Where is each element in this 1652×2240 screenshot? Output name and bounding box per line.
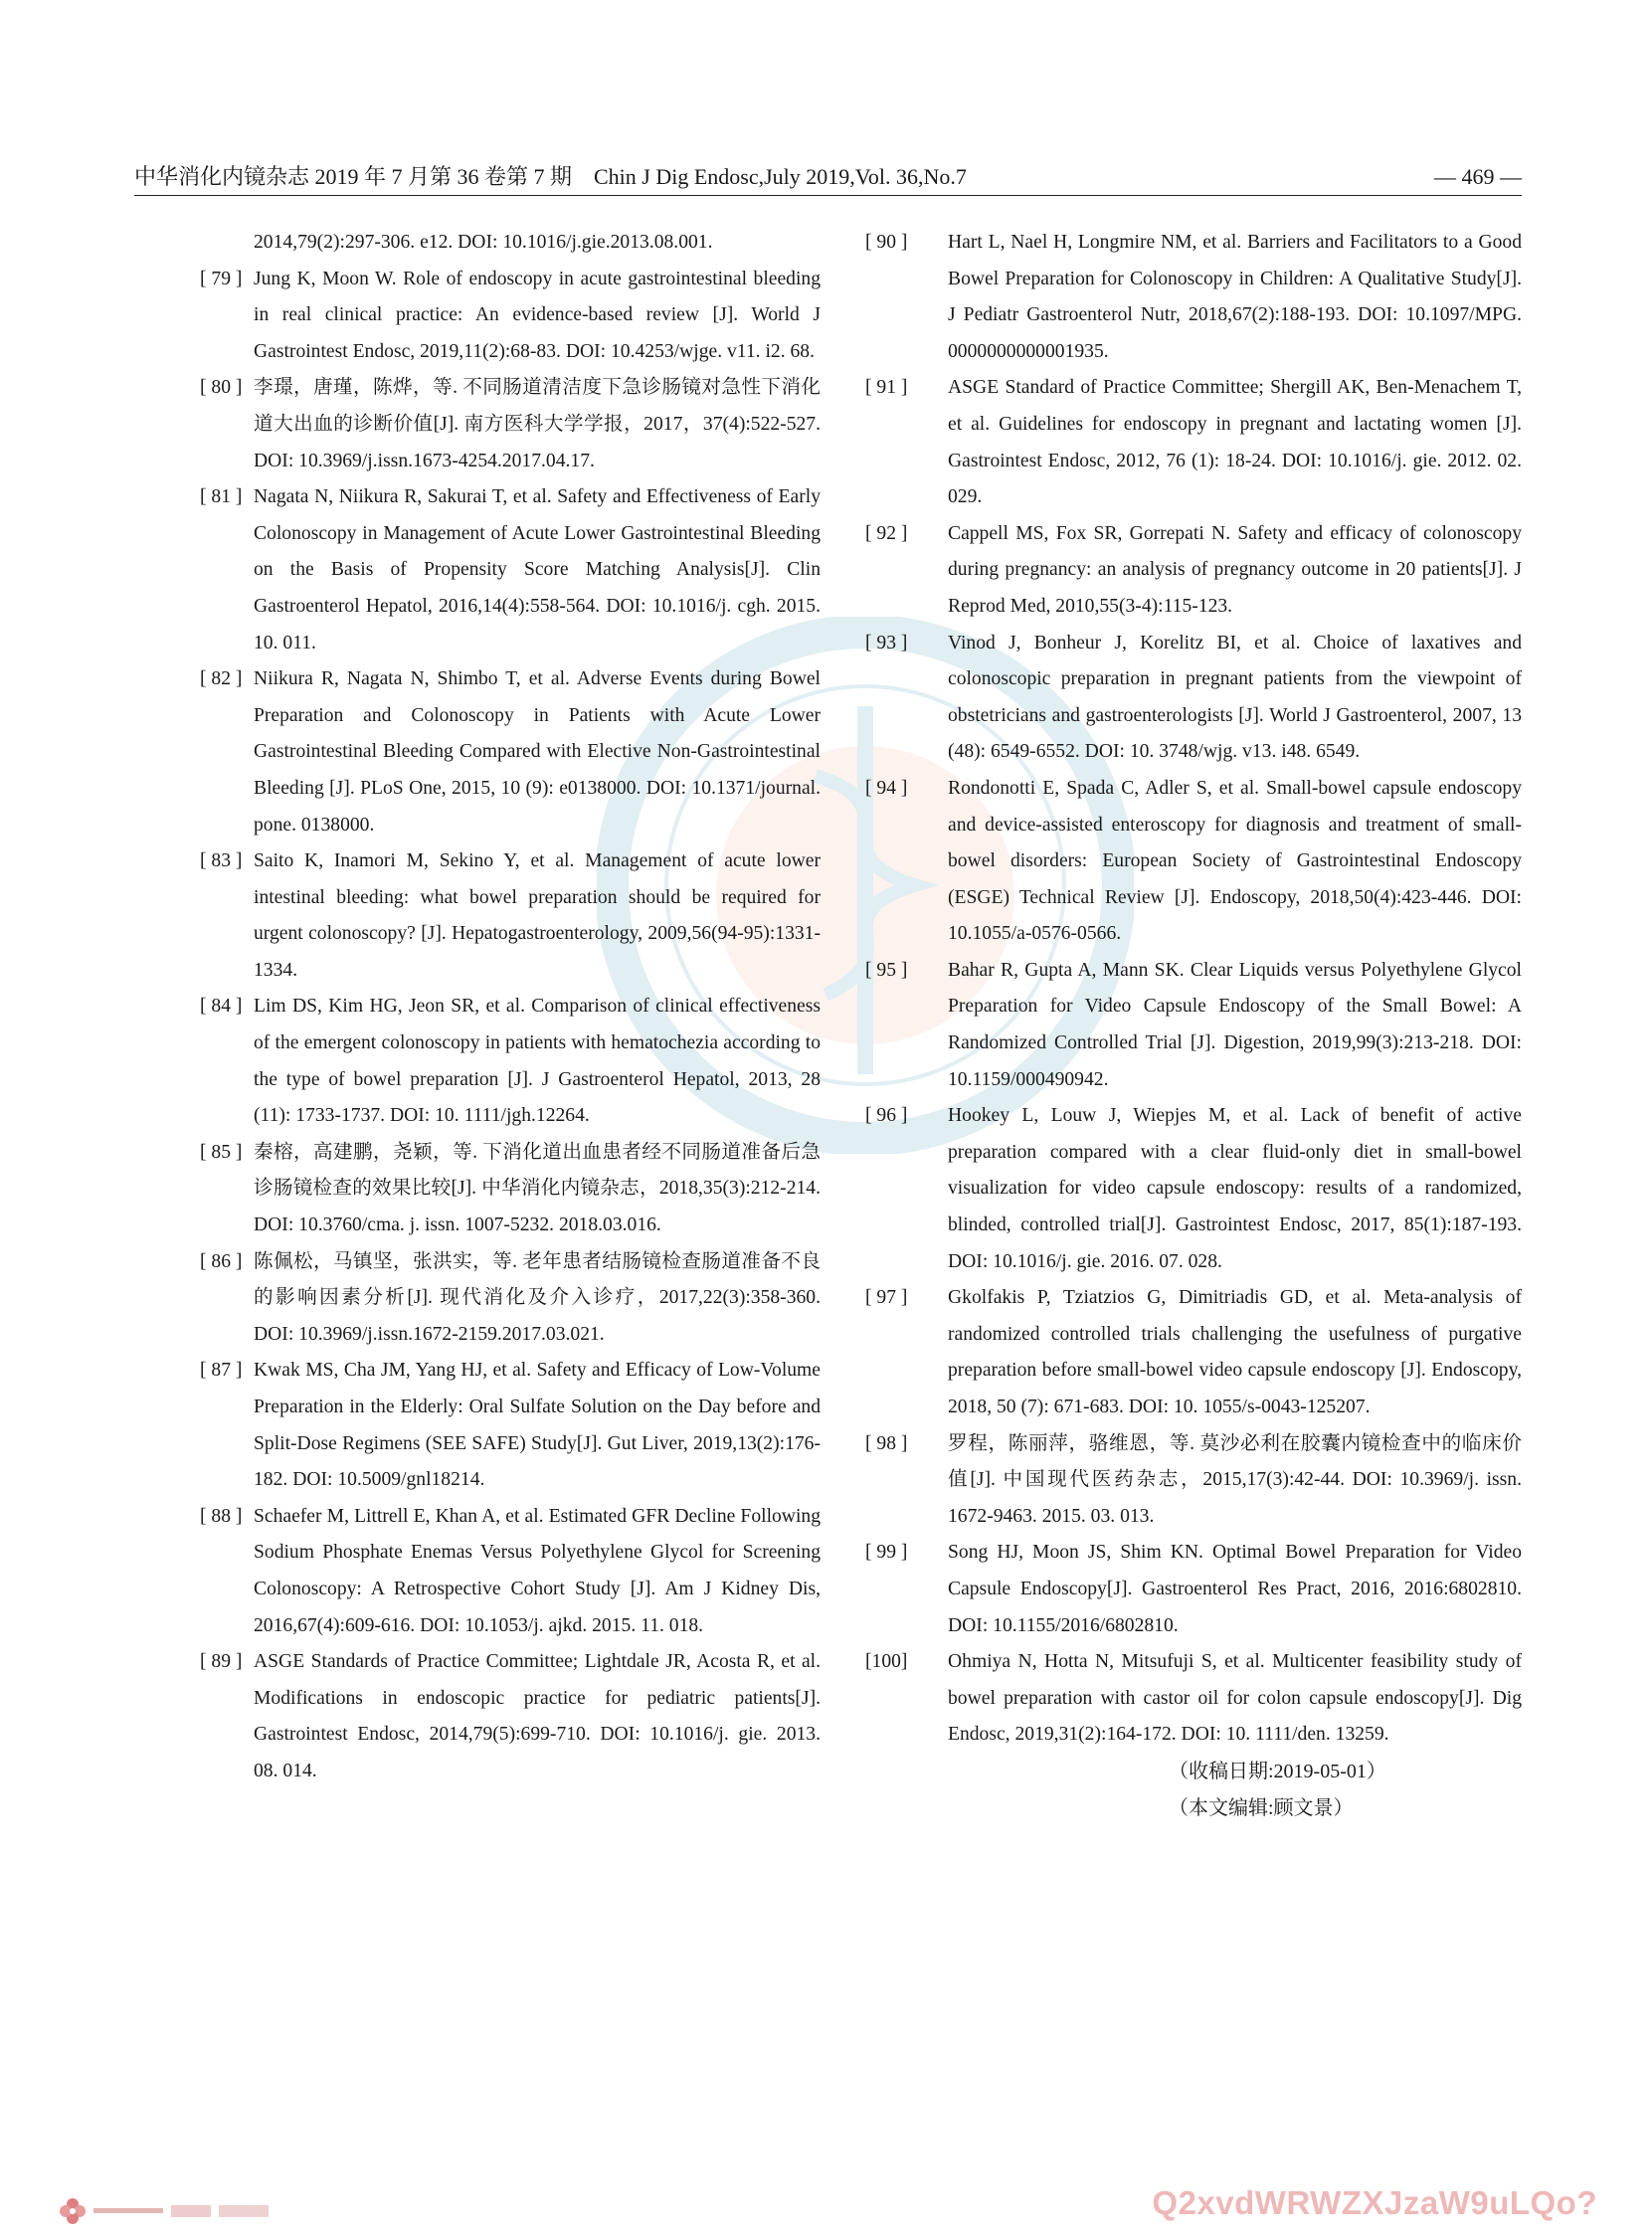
reference-84: [200, 989, 821, 1134]
reference-number: [ 88 ]: [200, 1505, 243, 1527]
reference-text: Bahar R, Gupta A, Mann SK. Clear Liquids versus Polyethylene Glycol Preparation for Video Capsule Endoscopy of the Small Bowel: A Randomized Controlled Trial [J]. Digestion, 2019,99(3):213-218. DOI: 10.1159/000490942.: [948, 959, 1522, 1090]
page-number: — 469 —: [1434, 164, 1522, 189]
reference-number: [ 84 ]: [200, 996, 243, 1018]
reference-number: [ 87 ]: [200, 1360, 243, 1382]
publisher-wordmark-icon: [93, 2203, 273, 2219]
running-header: [134, 159, 1522, 196]
reference-text: Jung K, Moon W. Role of endoscopy in acute gastrointestinal bleeding in real clinical practice: An evidence-based review [J]. World J Gastrointest Endosc, 2019,11(2):68-83. DOI: 10.4253/wjge. v11. i2. 68.: [254, 268, 821, 362]
reference-number: [100]: [865, 1651, 908, 1673]
reference-number: [ 86 ]: [200, 1250, 243, 1272]
reference-text: Saito K, Inamori M, Sekino Y, et al. Management of acute lower intestinal bleeding: what bowel preparation should be required for urgent colonoscopy? [J]. Hepatogastroenterology, 2009,56(94-95):1331-1334.: [254, 850, 821, 981]
flower-logo-icon: [58, 2196, 88, 2226]
reference-81: [200, 479, 821, 661]
reference-87: [200, 1353, 821, 1498]
reference-text: Nagata N, Niikura R, Sakurai T, et al. Safety and Effectiveness of Early Colonoscopy in Management of Acute Lower Gastrointestinal Bleeding on the Basis of Propensity Score Matching Analysis[J]. Clin Gastroenterol Hepatol, 2016,14(4):558-564. DOI: 10.1016/j. cgh. 2015. 10. 011.: [254, 486, 821, 653]
reference-text: ASGE Standards of Practice Committee; Lightdale JR, Acosta R, et al. Modifications in endoscopic practice for pediatric patients[J]. Gastrointest Endosc, 2014,79(5):699-710. DOI: 10.1016/j. gie. 2013. 08. 014.: [254, 1651, 821, 1781]
reference-number: [ 99 ]: [865, 1542, 908, 1564]
reference-94: [865, 771, 1522, 953]
reference-text: Schaefer M, Littrell E, Khan A, et al. Estimated GFR Decline Following Sodium Phosphate Enemas Versus Polyethylene Glycol for Screening Colonoscopy: A Retrospective Cohort Study [J]. Am J Kidney Dis, 2016,67(4):609-616. DOI: 10.1053/j. ajkd. 2015. 11. 018.: [254, 1505, 821, 1636]
reference-text: Rondonotti E, Spada C, Adler S, et al. Small-bowel capsule endoscopy and device-assisted enteroscopy for diagnosis and treatment of small-bowel disorders: European Society of Gastrointestinal Endoscopy (ESGE) Technical Review [J]. Endoscopy, 2018,50(4):423-446. DOI: 10.1055/a-0576-0566.: [948, 777, 1522, 945]
editor-note: （本文编辑:顾文景）: [1169, 1796, 1354, 1819]
reference-number: [ 98 ]: [865, 1432, 908, 1454]
reference-number: [ 94 ]: [865, 777, 908, 799]
reference-number: [ 79 ]: [200, 268, 243, 289]
reference-continuation: 2014,79(2):297-306. e12. DOI: 10.1016/j.gie.2013.08.001.: [254, 232, 713, 253]
reference-number: [ 85 ]: [200, 1141, 243, 1163]
reference-99: [865, 1535, 1522, 1644]
reference-80: [200, 370, 821, 479]
reference-text: Hart L, Nael H, Longmire NM, et al. Barriers and Facilitators to a Good Bowel Preparation for Colonoscopy in Children: A Qualitative Study[J]. J Pediatr Gastroenterol Nutr, 2018,67(2):188-193. DOI: 10.1097/MPG. 0000000000001935.: [948, 232, 1522, 362]
reference-text: Song HJ, Moon JS, Shim KN. Optimal Bowel Preparation for Video Capsule Endoscopy[J]. Gastroenterol Res Pract, 2016, 2016:6802810. DOI: 10.1155/2016/6802810.: [948, 1542, 1522, 1636]
journal-info: 中华消化内镜杂志 2019 年 7 月第 36 卷第 7 期 Chin J Dig Endosc,July 2019,Vol. 36,No.7: [134, 164, 967, 189]
reference-text: 罗程，陈丽萍，骆维恩，等. 莫沙必利在胶囊内镜检查中的临床价值[J]. 中国现代医药杂志，2015,17(3):42-44. DOI: 10.3969/j. issn. 1672-9463. 2015. 03. 013.: [948, 1432, 1522, 1527]
document-code: Q2xvdWRWZXJzaW9uLQo?: [1152, 2184, 1597, 2221]
reference-text: Vinod J, Bonheur J, Korelitz BI, et al. Choice of laxatives and colonoscopic preparation in pregnant patients from the viewpoint of obstetricians and gastroenterologists [J]. World J Gastroenterol, 2007, 13 (48): 6549-6552. DOI: 10. 3748/wjg. v13. i48. 6549.: [948, 632, 1522, 763]
reference-text: Niikura R, Nagata N, Shimbo T, et al. Adverse Events during Bowel Preparation and Colonoscopy in Patients with Acute Lower Gastrointestinal Bleeding Compared with Elective Non-Gastrointestinal Bleeding [J]. PLoS One, 2015, 10 (9): e0138000. DOI: 10.1371/journal. pone. 0138000.: [254, 668, 821, 836]
reference-number: [ 80 ]: [200, 377, 243, 399]
reference-96: [865, 1098, 1522, 1280]
reference-number: [ 90 ]: [865, 232, 908, 253]
publisher-logo: [58, 2196, 273, 2226]
reference-text: Hookey L, Louw J, Wiepjes M, et al. Lack of benefit of active preparation compared with a clear fluid-only diet in small-bowel visualization for video capsule endoscopy: results of a randomized, blinded, controlled trial[J]. Gastrointest Endosc, 2017, 85(1):187-193. DOI: 10.1016/j. gie. 2016. 07. 028.: [948, 1105, 1522, 1272]
reference-93: [865, 626, 1522, 771]
reference-91: [865, 370, 1522, 515]
reference-text: 李璟，唐瑾，陈烨，等. 不同肠道清洁度下急诊肠镜对急性下消化道大出血的诊断价值[J]. 南方医科大学学报，2017，37(4):522-527. DOI: 10.3969/j.issn.1673-4254.2017.04.17.: [254, 377, 821, 471]
reference-number: [ 89 ]: [200, 1651, 243, 1673]
reference-82: [200, 661, 821, 843]
reference-98: [865, 1426, 1522, 1536]
reference-97: [865, 1280, 1522, 1425]
reference-85: [200, 1135, 821, 1244]
reference-number: [ 83 ]: [200, 850, 243, 872]
reference-92: [865, 516, 1522, 626]
reference-text: Kwak MS, Cha JM, Yang HJ, et al. Safety and Efficacy of Low-Volume Preparation in the Elderly: Oral Sulfate Solution on the Day before and Split-Dose Regimens (SEE SAFE) Study[J]. Gut Liver, 2019,13(2):176-182. DOI: 10.5009/gnl18214.: [254, 1360, 821, 1491]
right-column: [865, 225, 1522, 1827]
reference-text: 陈佩松，马镇坚，张洪实，等. 老年患者结肠镜检查肠道准备不良的影响因素分析[J]. 现代消化及介入诊疗，2017,22(3):358-360. DOI: 10.3969/j.issn.1672-2159.2017.03.021.: [254, 1250, 821, 1345]
received-date: （收稿日期:2019-05-01）: [1169, 1760, 1386, 1782]
reference-number: [ 82 ]: [200, 668, 243, 690]
reference-90: [865, 225, 1522, 370]
reference-83: [200, 843, 821, 989]
reference-86: [200, 1244, 821, 1354]
reference-text: Lim DS, Kim HG, Jeon SR, et al. Comparison of clinical effectiveness of the emergent colonoscopy in patients with hematochezia according to the type of bowel preparation [J]. J Gastroenterol Hepatol, 2013, 28 (11): 1733-1737. DOI: 10. 1111/jgh.12264.: [254, 996, 821, 1127]
reference-89: [200, 1644, 821, 1789]
reference-number: [ 97 ]: [865, 1287, 908, 1309]
reference-95: [865, 953, 1522, 1098]
reference-79: [200, 262, 821, 371]
reference-number: [ 95 ]: [865, 959, 908, 981]
reference-text: Ohmiya N, Hotta N, Mitsufuji S, et al. Multicenter feasibility study of bowel preparation with castor oil for colon capsule endoscopy[J]. Dig Endosc, 2019,31(2):164-172. DOI: 10. 1111/den. 13259.: [948, 1651, 1522, 1746]
reference-text: Cappell MS, Fox SR, Gorrepati N. Safety and efficacy of colonoscopy during pregnancy: an analysis of pregnancy outcome in 20 patients[J]. J Reprod Med, 2010,55(3-4):115-123.: [948, 522, 1522, 617]
reference-number: [ 92 ]: [865, 522, 908, 544]
reference-100: [865, 1644, 1522, 1754]
reference-text: ASGE Standard of Practice Committee; Shergill AK, Ben-Menachem T, et al. Guidelines for endoscopy in pregnant and lactating women [J]. Gastrointest Endosc, 2012, 76 (1): 18-24. DOI: 10.1016/j. gie. 2012. 02. 029.: [948, 377, 1522, 508]
reference-number: [ 91 ]: [865, 377, 908, 399]
reference-number: [ 96 ]: [865, 1105, 908, 1127]
reference-text: Gkolfakis P, Tziatzios G, Dimitriadis GD, et al. Meta-analysis of randomized controlled trials challenging the usefulness of purgative preparation before small-bowel video capsule endoscopy [J]. Endoscopy, 2018, 50 (7): 671-683. DOI: 10. 1055/s-0043-125207.: [948, 1287, 1522, 1417]
reference-number: [ 93 ]: [865, 632, 908, 653]
reference-88: [200, 1499, 821, 1644]
reference-text: 秦榕，高建鹏，尧颖，等. 下消化道出血患者经不同肠道准备后急诊肠镜检查的效果比较[J]. 中华消化内镜杂志，2018,35(3):212-214. DOI: 10.3760/cma. j. issn. 1007-5232. 2018.03.016.: [254, 1141, 821, 1236]
left-column: [200, 225, 821, 1790]
reference-number: [ 81 ]: [200, 486, 243, 508]
